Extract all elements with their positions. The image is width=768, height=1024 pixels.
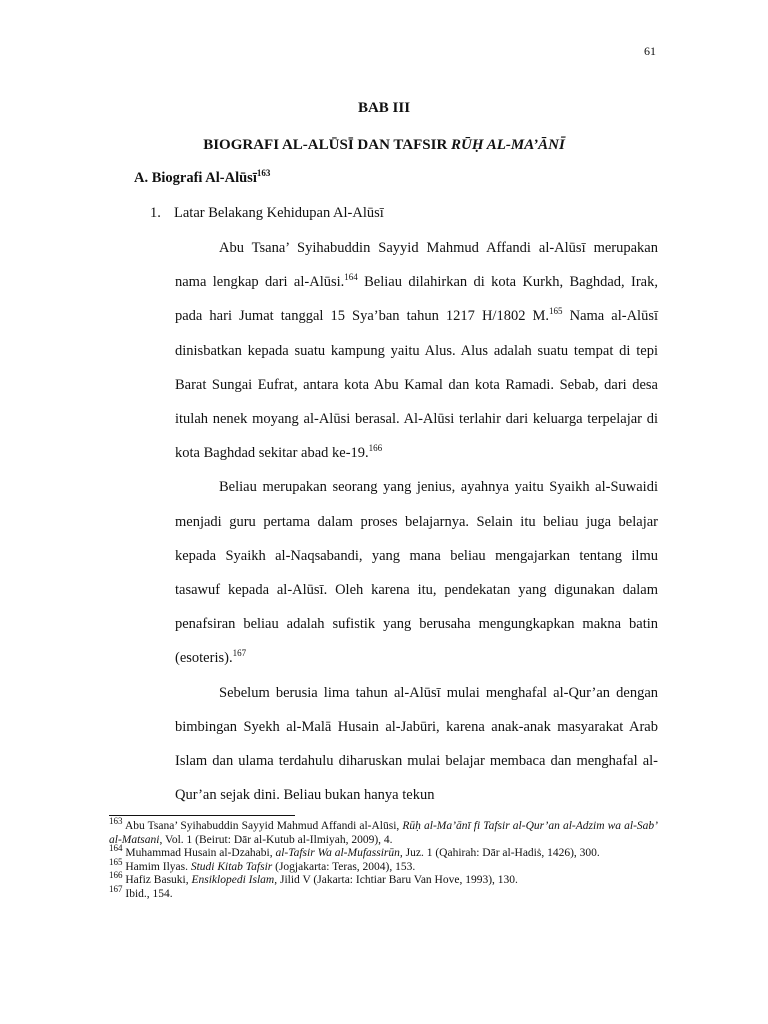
italic-text: al-Tafsir Wa al-Mufassirūn,	[275, 847, 403, 859]
italic-text: Studi Kitab Tafsir	[190, 860, 273, 873]
footnote-ref: 164	[344, 272, 358, 283]
text-run: Abu Tsana’ Syihabuddin Sayyid Mahmud Affandi al-Alūsi,	[122, 820, 403, 832]
footnote-number: 165	[109, 856, 123, 867]
footnote-divider	[109, 815, 295, 816]
text-run: Muhammad Husain al-Dzahabi,	[122, 847, 276, 859]
text-run: Hafiz Basuki,	[122, 874, 192, 886]
text-run: Beliau merupakan seorang yang jenius, ayahnya yaitu Syaikh al-Suwaidi menjadi guru pertama dalam proses belajarnya. Selain itu beliau juga belajar kepada Syaikh al-Naqsabandi, yang mana beliau mengajarkan tentang ilmu tasawuf kepada al-Alūsī. Oleh karena itu, pendekatan yang digunakan dalam penafsiran beliau adalah sufistik yang berusaha mengungkapkan makna batin (esoteris).	[175, 479, 658, 667]
paragraph	[175, 470, 658, 675]
body-text	[175, 231, 658, 812]
subsection-number: 1.	[150, 205, 161, 221]
text-run: , Vol. 1 (Beirut: Dār al-Kutub al-Ilmiyah, 2009), 4.	[159, 833, 393, 846]
footnote	[109, 883, 658, 902]
paragraph	[175, 231, 658, 470]
italic-text: Ensiklopedi Islam	[191, 874, 275, 886]
text-run: Beliau dilahirkan di kota Kurkh, Baghdad, Irak, pada hari Jumat tanggal 15 Sya’ban tahun 1217 H/1802 M.	[175, 274, 658, 325]
footnote-ref: 167	[232, 648, 247, 659]
section-label: A. Biografi Al-Alūsī	[134, 170, 257, 186]
footnote-ref: 166	[368, 443, 383, 454]
chapter-title-prefix: BIOGRAFI AL-ALŪSĪ DAN TAFSIR	[203, 137, 452, 153]
text-run: Abu Tsana’ Syihabuddin Sayyid Mahmud Affandi al-Alūsī merupakan nama lengkap dari al-Alūsi.	[175, 240, 658, 291]
footnote	[109, 843, 658, 861]
paragraph	[175, 676, 658, 813]
footnote	[109, 856, 658, 875]
footnote-number: 166	[109, 870, 123, 881]
footnotes	[109, 816, 658, 901]
footnote	[109, 816, 658, 847]
text-run: Nama al-Alūsī dinisbatkan kepada suatu kampung yaitu Alus. Alus adalah suatu tempat di tepi Barat Sungai Eufrat, antara kota Abu Kamal dan kota Ramadi. Sebab, dari desa itulah nenek moyang al-Alūsi berasal. Al-Alūsi terlahir dari keluarga terpelajar di kota Baghdad sekitar abad ke-19.	[175, 308, 658, 462]
text-run: , Jilid V (Jakarta: Ichtiar Baru Van Hove, 1993), 130.	[274, 874, 518, 886]
section-heading	[134, 170, 270, 187]
chapter-title-italic: RŪḤ AL-MA’ĀNĪ	[451, 137, 565, 153]
footnote-number: 167	[109, 883, 123, 894]
text-run: Sebelum berusia lima tahun al-Alūsī mulai menghafal al-Qur’an dengan bimbingan Syekh al-Malā Husain al-Jabūri, karena anak-anak masyarakat Arab Islam dan ulama terdahulu diharuskan mulai belajar membaca dan menghafal al-Qur’an sejak dini. Beliau bukan hanya tekun	[175, 684, 658, 804]
chapter-heading: BAB III	[357, 100, 411, 116]
chapter-title	[0, 137, 768, 154]
footnote-number: 163	[109, 816, 123, 827]
text-run: (Jogjakarta: Teras, 2004), 153.	[272, 860, 416, 873]
text-run: Hamim Ilyas.	[122, 860, 191, 873]
section-footnote-ref: 163	[256, 168, 271, 179]
text-run: Juz. 1 (Qahirah: Dār al-Hadiṡ, 1426), 300.	[402, 847, 600, 859]
subsection-label: Latar Belakang Kehidupan Al-Alūsī	[174, 205, 384, 221]
text-run: Ibid., 154.	[122, 887, 173, 900]
italic-text: Rūḥ al-Ma’ānī fi Tafsir al-Qur’an al-Adzim wa al-Sab’ al-Matsani	[109, 820, 658, 846]
footnote-ref: 165	[549, 306, 563, 317]
page-number: 61	[644, 44, 656, 58]
footnote	[109, 870, 658, 888]
footnote-number: 164	[109, 843, 123, 854]
subsection-heading	[150, 205, 384, 222]
